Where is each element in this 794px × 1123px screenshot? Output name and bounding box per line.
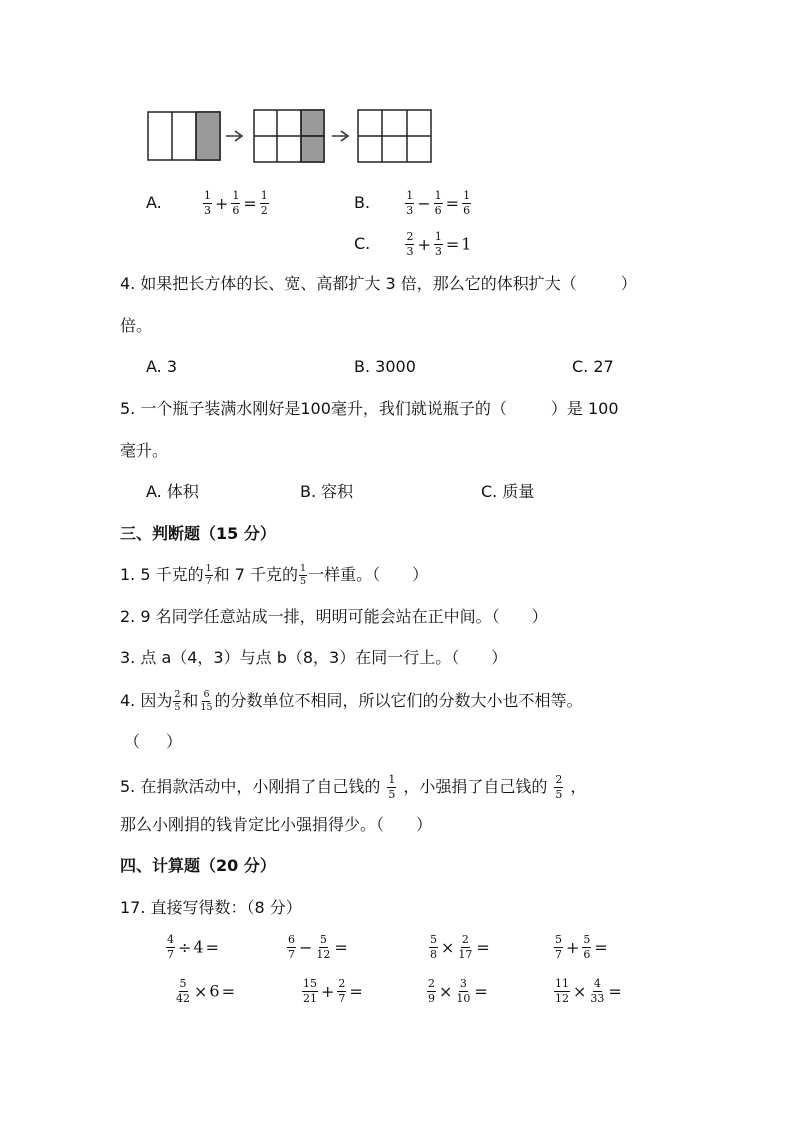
fraction: $\frac{15}{21}$	[303, 977, 317, 1005]
q4-option-b: B. 3000	[354, 357, 416, 376]
judge-item-4-paren: （ ）	[124, 732, 183, 751]
q4-question-cont: 倍。	[120, 316, 153, 335]
fraction: $\frac{4}{7}$	[167, 933, 174, 961]
fraction: $\frac{2}{3}$	[406, 230, 414, 258]
judge-item-5-cont: 那么小刚捐的钱肯定比小强捐得少。（ ）	[120, 815, 433, 834]
calc-item: $\frac{5}{42}$ × 6 =	[176, 977, 235, 1005]
fraction: $\frac{2}{9}$	[428, 977, 435, 1005]
fraction: $\frac{1}{3}$	[203, 189, 211, 217]
fraction: $\frac{2}{5}$	[555, 773, 563, 801]
fraction: $\frac{1}{6}$	[434, 189, 442, 217]
fraction: $\frac{1}{3}$	[434, 230, 442, 258]
fraction: $\frac{5}{6}$	[583, 933, 591, 961]
q3-option-c: C. $\frac{2}{3}$ + $\frac{1}{3}$ = 1	[354, 230, 472, 258]
fraction: $\frac{6}{7}$	[288, 933, 295, 961]
q5-question-cont: 毫升。	[120, 441, 169, 460]
arrow-2-icon	[332, 131, 348, 141]
fraction: $\frac{2}{7}$	[338, 977, 346, 1005]
fraction: $\frac{5}{7}$	[555, 933, 562, 961]
judge-item-2: 2. 9 名同学任意站成一排，明明可能会站在正中间。（ ）	[120, 607, 548, 626]
fraction-grid-figure	[146, 108, 436, 164]
sixths-grid-empty	[358, 110, 431, 162]
q3-option-b: B. $\frac{1}{3}$ − $\frac{1}{6}$ = $\frac{1}{6}$	[354, 189, 471, 217]
fraction: $\frac{5}{42}$	[176, 977, 190, 1005]
calc-item: $\frac{11}{12}$ × $\frac{4}{33}$ =	[555, 977, 622, 1005]
calc-item: $\frac{6}{7}$ − $\frac{5}{12}$ =	[288, 933, 348, 961]
fraction: $\frac{3}{10}$	[456, 977, 471, 1005]
q3-option-a: A. $\frac{1}{3}$ + $\frac{1}{6}$ = $\frac{1}{2}$	[146, 189, 268, 217]
judge-item-4: 4. 因为 $\frac{2}{5}$ 和 $\frac{6}{15}$ 的分数单位不相同，所以它们的分数大小也不相等。	[120, 689, 583, 713]
question-17: 17. 直接写得数：（8 分）	[120, 898, 302, 917]
calc-item: $\frac{15}{21}$ + $\frac{2}{7}$ =	[303, 977, 363, 1005]
fraction: $\frac{11}{12}$	[555, 977, 569, 1005]
fraction: $\frac{1}{6}$	[463, 189, 471, 217]
q4-option-c: C. 27	[572, 357, 614, 376]
fraction: $\frac{6}{15}$	[200, 689, 213, 713]
fraction: $\frac{1}{5}$	[300, 563, 307, 587]
q4-question: 4. 如果把长方体的长、宽、高都扩大 3 倍，那么它的体积扩大（ ）	[120, 274, 637, 293]
section-3-title: 三、判断题（15 分）	[120, 524, 276, 543]
q4-option-a: A. 3	[146, 357, 178, 376]
judge-item-1: 1. 5 千克的 $\frac{1}{7}$ 和 7 千克的 $\frac{1}{5}$ 一样重。（ ）	[120, 563, 429, 587]
q5-option-a: A. 体积	[146, 482, 199, 501]
q5-question: 5. 一个瓶子装满水刚好是100毫升，我们就说瓶子的（ ）是 100	[120, 399, 619, 418]
fraction: $\frac{2}{17}$	[458, 933, 473, 961]
fraction: $\frac{1}{3}$	[406, 189, 414, 217]
calc-item: $\frac{2}{9}$ × $\frac{3}{10}$ =	[428, 977, 488, 1005]
thirds-grid	[148, 112, 220, 160]
arrow-1-icon	[226, 131, 242, 141]
fraction: $\frac{2}{5}$	[174, 689, 181, 713]
fraction: $\frac{5}{8}$	[430, 933, 437, 961]
judge-item-5: 5. 在捐款活动中，小刚捐了自己钱的 $\frac{1}{5}$ ，小强捐了自己钱的 $\frac{2}{5}$ ，	[120, 773, 587, 801]
calc-item: $\frac{5}{7}$ + $\frac{5}{6}$ =	[555, 933, 608, 961]
q5-option-c: C. 质量	[481, 482, 535, 501]
fraction: $\frac{4}{33}$	[590, 977, 605, 1005]
section-4-title: 四、计算题（20 分）	[120, 856, 276, 875]
calc-item: $\frac{4}{7}$ ÷ 4 =	[167, 933, 219, 961]
fraction: $\frac{1}{7}$	[205, 563, 212, 587]
fraction: $\frac{1}{6}$	[232, 189, 240, 217]
fraction: $\frac{5}{12}$	[316, 933, 331, 961]
fraction: $\frac{1}{2}$	[260, 189, 268, 217]
sixths-grid-shaded	[254, 110, 324, 162]
judge-item-3: 3. 点 a（4，3）与点 b（8，3）在同一行上。（ ）	[120, 648, 508, 667]
fraction: $\frac{1}{5}$	[388, 773, 396, 801]
calc-item: $\frac{5}{8}$ × $\frac{2}{17}$ =	[430, 933, 490, 961]
q5-option-b: B. 容积	[300, 482, 354, 501]
